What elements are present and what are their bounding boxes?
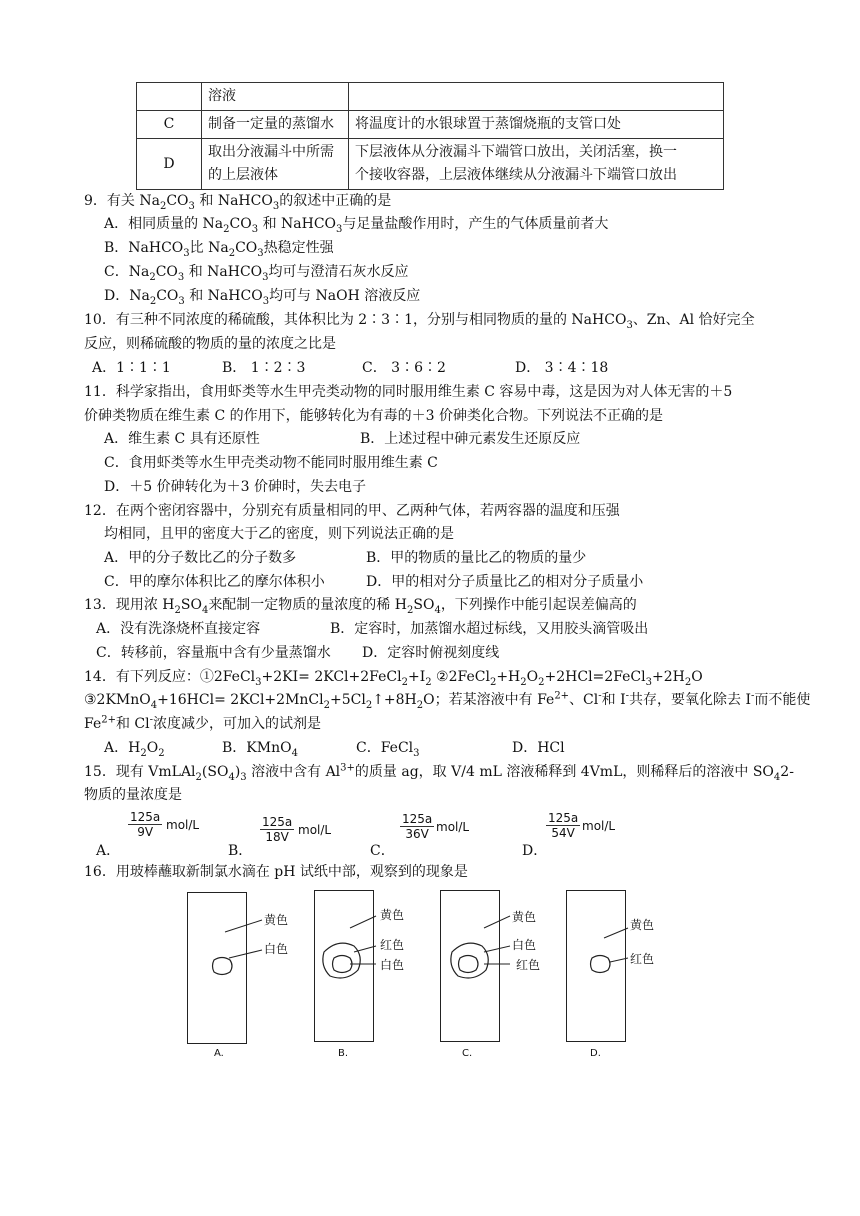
fraction-numerator: 125a xyxy=(402,812,433,826)
fig-d-label-1: 黄色 xyxy=(630,918,655,932)
q14-option-b xyxy=(222,737,298,759)
q15-option-c-letter: C． xyxy=(370,843,395,859)
table-cell-letter: C xyxy=(137,111,202,139)
text-run: 和 NaHCO xyxy=(194,193,273,209)
text-run: ↑+8H xyxy=(372,692,417,708)
text-run: 和 Cl xyxy=(115,716,150,732)
text-run: 比 Na xyxy=(189,240,229,256)
subscript: 4 xyxy=(434,604,441,616)
fraction-denominator: 36V xyxy=(405,827,429,841)
fig-c-caption: C. xyxy=(462,1048,473,1059)
fraction-denominator: 54V xyxy=(551,826,575,840)
fraction-numerator: 125a xyxy=(130,810,161,824)
subscript: 3 xyxy=(257,247,264,259)
text-run: B．NaHCO xyxy=(104,240,184,256)
q11-stem-line2: 价砷类物质在维生素 C 的作用下，能够转化为有毒的＋3 价砷类化合物。下列说法不正确的是 xyxy=(84,408,663,424)
inner-spot xyxy=(333,956,353,973)
q12-stem-line1: 12．在两个密闭容器中，分别充有质量相同的甲、乙两种气体，若两容器的温度和压强 xyxy=(84,503,620,519)
fig-c-label-3: 红色 xyxy=(516,958,541,972)
text-run: D．Na xyxy=(104,288,150,304)
q9-stem xyxy=(84,190,391,212)
fig-a-label-1: 黄色 xyxy=(264,913,289,927)
subscript: 3 xyxy=(188,200,195,212)
subscript: 2 xyxy=(538,676,545,688)
q12-option-a: A．甲的分子数比乙的分子数多 xyxy=(104,550,297,566)
q11-option-b: B．上述过程中砷元素发生还原反应 xyxy=(360,431,581,447)
superscript: - xyxy=(625,690,630,702)
leader-line xyxy=(350,916,376,928)
experiment-table xyxy=(136,82,724,190)
q15-option-a-letter: A． xyxy=(96,843,121,859)
text-run: O xyxy=(691,669,703,685)
table-cell-operation: 制备一定量的蒸馏水 xyxy=(202,111,349,139)
subscript: 2 xyxy=(520,676,527,688)
q15-option-c-fraction xyxy=(400,812,434,841)
spot-outline xyxy=(213,958,233,975)
q13-option-b: B．定容时，加蒸馏水超过标线，又用胶头滴管吸出 xyxy=(330,621,649,637)
fig-b-label-2: 红色 xyxy=(380,938,405,952)
subscript: 3 xyxy=(177,271,185,283)
superscript: 2+ xyxy=(554,690,570,702)
subscript: 4 xyxy=(291,747,298,759)
op-line: 的上层液体 xyxy=(208,167,278,183)
subscript: 3 xyxy=(336,223,343,235)
q14-option-a xyxy=(104,737,165,759)
text-run: ) xyxy=(234,764,241,780)
subscript: 3 xyxy=(262,271,269,283)
subscript: 4 xyxy=(228,771,235,783)
op-line: 取出分液漏斗中所需 xyxy=(208,144,334,160)
inner-spot xyxy=(459,956,479,973)
leader-line xyxy=(229,950,262,958)
subscript: 3 xyxy=(626,319,633,331)
text-run: 均可与澄清石灰水反应 xyxy=(268,264,409,280)
q11-option-a: A．维生素 C 具有还原性 xyxy=(104,431,260,447)
text-run: +5Cl xyxy=(329,692,366,708)
q10-option-b: B． 1∶2∶3 xyxy=(222,360,306,376)
q10-option-d: D． 3∶4∶18 xyxy=(515,360,609,376)
q15-option-d-fraction xyxy=(546,811,580,840)
fraction-denominator: 18V xyxy=(265,830,289,844)
table-cell-letter xyxy=(137,83,202,111)
subscript: 3 xyxy=(272,200,280,212)
text-run: A．H xyxy=(104,740,141,756)
q14-line2 xyxy=(84,689,810,711)
fig-d-caption: D. xyxy=(590,1048,601,1059)
q9-option-c xyxy=(104,261,409,283)
ph-paper-c-drawing xyxy=(440,890,560,1050)
table-cell-method xyxy=(349,83,724,111)
subscript: 3 xyxy=(413,747,420,759)
q15-option-b-unit: mol/L xyxy=(298,823,332,837)
text-run: +2KI= 2KCl+2FeCl xyxy=(261,669,402,685)
subscript: 3 xyxy=(262,295,270,307)
subscript: 2 xyxy=(365,699,373,711)
table-cell-operation xyxy=(202,139,349,190)
superscript: 3+ xyxy=(340,762,355,774)
q9-option-a xyxy=(104,213,608,235)
table-cell-method xyxy=(349,139,724,190)
text-run: 、Zn、Al 恰好完全 xyxy=(632,312,755,328)
ph-paper-a-drawing xyxy=(187,892,307,1052)
text-run: ③2KMnO xyxy=(84,692,151,708)
subscript: 2 xyxy=(425,676,432,688)
subscript: 3 xyxy=(240,771,247,783)
q9-option-d xyxy=(104,285,420,307)
q15-option-b-fraction xyxy=(260,815,294,844)
subscript: 3 xyxy=(183,247,190,259)
ph-paper-b-drawing xyxy=(314,890,434,1050)
text-run: C．Na xyxy=(104,264,150,280)
q14-line3 xyxy=(84,713,321,735)
text-run: 和 NaHCO xyxy=(184,264,263,280)
subscript: 4 xyxy=(150,699,158,711)
text-run: 的质量 ag，取 V/4 mL 溶液稀释到 4VmL，则稀释后的溶液中 SO xyxy=(354,764,774,780)
text-run: 和 I xyxy=(601,692,626,708)
text-run: 与足量盐酸作用时，产生的气体质量前者大 xyxy=(342,216,609,232)
text-run: 和 NaHCO xyxy=(184,288,263,304)
text-run: O；若某溶液中有 Fe xyxy=(423,692,555,708)
subscript: 2 xyxy=(489,676,497,688)
text-run: 13．现用浓 H xyxy=(84,597,175,613)
text-run: CO xyxy=(166,193,189,209)
text-run: 、Cl xyxy=(569,692,599,708)
subscript: 2 xyxy=(159,200,167,212)
fig-d-label-2: 红色 xyxy=(630,952,655,966)
q15-option-d-letter: D． xyxy=(522,843,548,859)
q9-option-b xyxy=(104,237,334,259)
table-row xyxy=(137,83,724,111)
subscript: 2 xyxy=(140,747,147,759)
q15-stem-line2: 物质的量浓度是 xyxy=(84,787,182,803)
fraction-denominator: 9V xyxy=(137,825,154,839)
text-run: 14．有下列反应：①2FeCl xyxy=(84,669,256,685)
q15-option-a-fraction xyxy=(128,810,162,839)
q15-option-c-unit: mol/L xyxy=(436,820,470,834)
table-row xyxy=(137,111,724,139)
text-run: SO xyxy=(413,597,435,613)
subscript: 4 xyxy=(773,771,781,783)
q11-option-d: D．＋5 价砷转化为＋3 价砷时，失去电子 xyxy=(104,479,366,495)
q13-option-c: C．转移前，容量瓶中含有少量蒸馏水 xyxy=(96,645,331,661)
text-run: +H xyxy=(496,669,521,685)
fig-b-caption: B. xyxy=(338,1048,349,1059)
q11-option-c: C．食用虾类等水生甲壳类动物不能同时服用维生素 C xyxy=(104,455,438,471)
q16-stem: 16．用玻棒蘸取新制氯水滴在 pH 试纸中部，观察到的现象是 xyxy=(84,864,468,880)
text-run: +16HCl= 2KCl+2MnCl xyxy=(157,692,324,708)
text-run: +2HCl=2FeCl xyxy=(544,669,646,685)
text-run: 来配制一定物质的量浓度的稀 H xyxy=(208,597,407,613)
text-run: +I xyxy=(407,669,426,685)
leader-line xyxy=(484,946,510,952)
q15-option-a-unit: mol/L xyxy=(166,818,200,832)
superscript: - xyxy=(598,690,602,702)
table-cell-method: 将温度计的水银球置于蒸馏烧瓶的支管口处 xyxy=(349,111,724,139)
text-run: O xyxy=(146,740,159,756)
subscript: 2 xyxy=(416,699,424,711)
leader-line xyxy=(604,928,628,938)
subscript: 2 xyxy=(149,295,157,307)
text-run: 热稳定性强 xyxy=(263,240,334,256)
subscript: 2 xyxy=(406,604,414,616)
text-run: +2H xyxy=(652,669,685,685)
text-run: O xyxy=(526,669,539,685)
q12-option-d: D．甲的相对分子质量比乙的相对分子质量小 xyxy=(366,574,644,590)
text-run: 共存，要氧化除去 I xyxy=(629,692,752,708)
text-run: C．FeCl xyxy=(356,740,414,756)
q10-stem-line1 xyxy=(84,309,755,331)
text-run: CO xyxy=(235,240,258,256)
fig-b-label-1: 黄色 xyxy=(380,908,405,922)
subscript: 3 xyxy=(645,676,652,688)
q14-line1 xyxy=(84,666,703,688)
q10-option-c: C． 3∶6∶2 xyxy=(362,360,446,376)
superscript: - xyxy=(149,714,154,726)
text-run: 浓度减少，可加入的试剂是 xyxy=(153,716,322,732)
subscript: 4 xyxy=(201,604,209,616)
text-run: CO xyxy=(229,216,252,232)
text-run: (SO xyxy=(201,764,229,780)
leader-line xyxy=(610,958,628,962)
q12-option-b: B．甲的物质的量比乙的物质的量少 xyxy=(366,550,587,566)
table-row xyxy=(137,139,724,190)
method-line: 个接收容器，上层液体继续从分液漏斗下端管口放出 xyxy=(355,167,677,183)
text-run: Fe xyxy=(84,716,102,732)
table-cell-letter: D xyxy=(137,139,202,190)
leader-line xyxy=(484,916,510,928)
text-run: 溶液中含有 Al xyxy=(246,764,341,780)
text-run: CO xyxy=(156,288,179,304)
fig-c-label-2: 白色 xyxy=(512,938,537,952)
q14-option-c xyxy=(356,737,420,759)
subscript: 2 xyxy=(174,604,181,616)
fig-a-label-2: 白色 xyxy=(264,942,289,956)
spot-outline xyxy=(591,956,611,973)
text-run: 2- xyxy=(780,764,794,780)
subscript: 2 xyxy=(195,771,202,783)
text-run: 而不能使 xyxy=(754,692,811,708)
text-run: A．相同质量的 Na xyxy=(104,216,224,232)
fig-c-label-1: 黄色 xyxy=(512,910,537,924)
text-run: SO xyxy=(180,597,202,613)
q14-option-d: D．HCl xyxy=(512,740,565,756)
fraction-numerator: 125a xyxy=(548,811,579,825)
ph-paper-d-drawing xyxy=(566,890,686,1050)
fig-b-label-3: 白色 xyxy=(380,958,405,972)
text-run: 9．有关 Na xyxy=(84,193,160,209)
table-cell-operation: 溶液 xyxy=(202,83,349,111)
superscript: - xyxy=(751,690,755,702)
text-run: CO xyxy=(155,264,178,280)
q13-option-a: A．没有洗涤烧杯直接定容 xyxy=(96,621,261,637)
q13-stem xyxy=(84,594,637,616)
text-run: 的叙述中正确的是 xyxy=(279,193,392,209)
subscript: 2 xyxy=(223,223,230,235)
text-run: ，下列操作中能引起误差偏高的 xyxy=(440,597,637,613)
subscript: 2 xyxy=(323,699,330,711)
subscript: 3 xyxy=(255,676,262,688)
q15-stem-line1 xyxy=(84,761,794,783)
q12-option-c: C．甲的摩尔体积比乙的摩尔体积小 xyxy=(104,574,325,590)
q10-stem-line2: 反应，则稀硫酸的物质的量的浓度之比是 xyxy=(84,336,336,352)
subscript: 2 xyxy=(158,747,165,759)
subscript: 2 xyxy=(149,271,156,283)
subscript: 3 xyxy=(251,223,259,235)
subscript: 2 xyxy=(684,676,692,688)
q15-option-d-unit: mol/L xyxy=(582,819,616,833)
q10-option-a: A．1∶1∶1 xyxy=(92,360,171,376)
leader-line xyxy=(225,920,262,932)
text-run: ②2FeCl xyxy=(431,669,490,685)
subscript: 2 xyxy=(401,676,408,688)
q12-stem-line2: 均相同，且甲的密度大于乙的密度，则下列说法正确的是 xyxy=(104,526,454,542)
text-run: 15．现有 VmLAl xyxy=(84,764,196,780)
fig-a-caption: A. xyxy=(214,1048,224,1059)
text-run: B．KMnO xyxy=(222,740,292,756)
q11-stem-line1: 11．科学家指出，食用虾类等水生甲壳类动物的同时服用维生素 C 容易中毒，这是因为对人体无害的＋5 xyxy=(84,384,733,400)
text-run: 10．有三种不同浓度的稀硫酸，其体积比为 2∶3∶1，分别与相同物质的量的 NaHCO xyxy=(84,312,627,328)
method-line: 下层液体从分液漏斗下端管口放出，关闭活塞，换一 xyxy=(355,144,677,160)
subscript: 3 xyxy=(178,295,185,307)
fraction-numerator: 125a xyxy=(262,815,293,829)
q13-option-d: D．定容时俯视刻度线 xyxy=(362,645,500,661)
subscript: 2 xyxy=(228,247,236,259)
text-run: 均可与 NaOH 溶液反应 xyxy=(269,288,421,304)
q15-option-b-letter: B． xyxy=(228,843,253,859)
text-run: 和 NaHCO xyxy=(258,216,337,232)
superscript: 2+ xyxy=(101,714,116,726)
